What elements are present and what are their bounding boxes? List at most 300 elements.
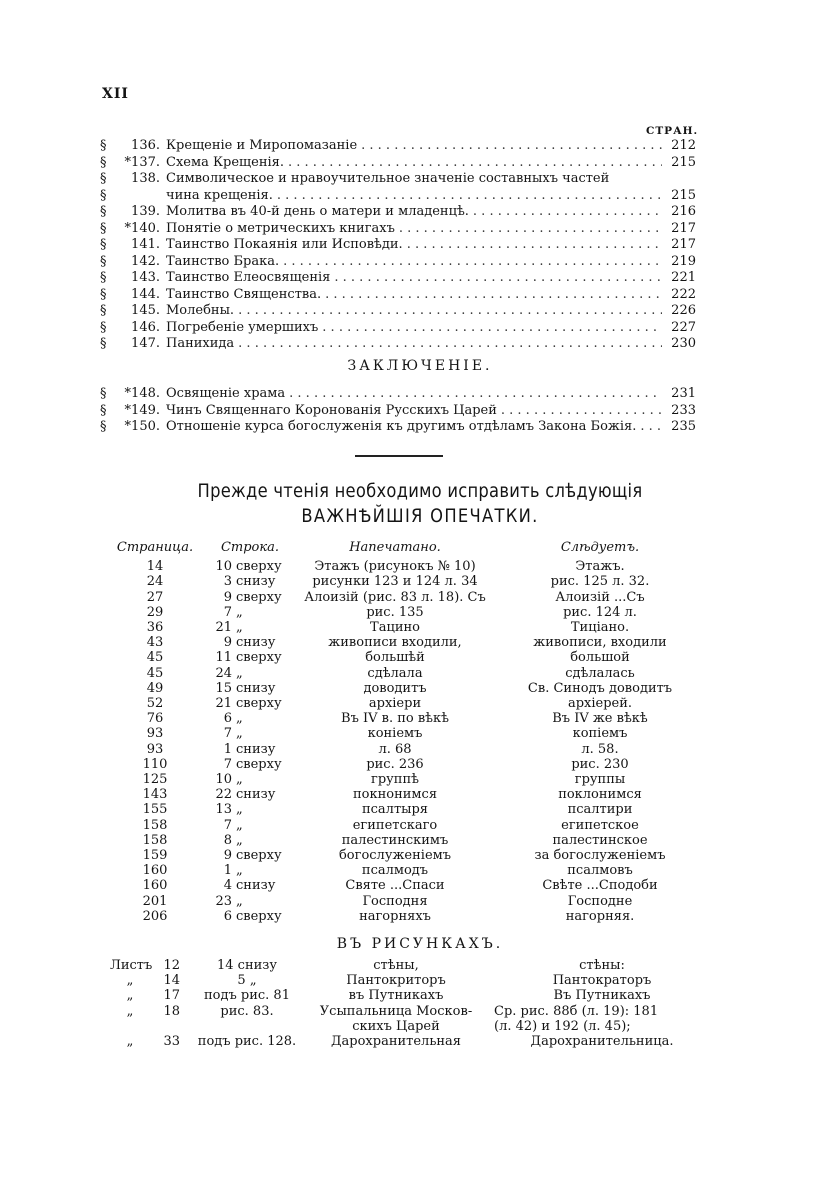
- errata-page: 24: [146, 574, 164, 590]
- errata-line: [200, 863, 300, 878]
- errata-should: большой: [570, 650, 630, 666]
- leader-dots: [357, 138, 662, 155]
- errata-printed: псалмодъ: [361, 863, 429, 879]
- errata-page: 125: [142, 772, 168, 788]
- entry-page: 231: [671, 386, 696, 401]
- toc-entry: [100, 320, 696, 337]
- leader-dots: [284, 155, 662, 172]
- errata-line: [200, 818, 300, 833]
- errata-row: [110, 787, 710, 802]
- section-sign: §: [100, 237, 107, 252]
- errata-line-direction: „: [236, 772, 243, 788]
- errata-should: сдѣлалась: [565, 665, 635, 681]
- errata-printed: нагорняхъ: [359, 908, 431, 924]
- errata-should: рис. 125 л. 32.: [550, 574, 650, 590]
- divider: [355, 455, 443, 457]
- errata-printed: живописи входили,: [328, 635, 462, 651]
- errata-row: [110, 863, 710, 878]
- errata-should: Алоизій ...Съ: [555, 589, 645, 605]
- errata-row: [110, 711, 710, 726]
- figure-location: 5 „: [237, 973, 257, 989]
- entry-page: 215: [671, 154, 696, 170]
- entry-title: Чинъ Священнаго Коронованія Русскихъ Царей: [166, 402, 497, 418]
- errata-line-direction: „: [236, 604, 243, 620]
- entry-number: *149.: [124, 402, 160, 418]
- errata-line-direction: снизу: [236, 574, 276, 590]
- errata-line-direction: „: [236, 832, 243, 848]
- errata-page: 158: [142, 832, 168, 848]
- sheet-number: 14: [163, 973, 180, 989]
- pages-column-header: СТРАН.: [646, 125, 699, 137]
- entry-number: 145.: [131, 303, 160, 318]
- errata-line: [200, 650, 300, 665]
- errata-row: [110, 681, 710, 696]
- errata-line-number: 3: [223, 574, 232, 590]
- errata-page: 45: [146, 665, 164, 681]
- sheet-number: 33: [163, 1034, 180, 1050]
- errata-row: [110, 574, 710, 589]
- sheet-number: 18: [163, 1003, 180, 1019]
- sheet-mark: „: [126, 1034, 134, 1050]
- figure-should: Пантократоръ: [552, 973, 652, 989]
- entry-page: 212: [671, 138, 696, 153]
- errata-line-number: 9: [223, 635, 232, 651]
- errata-line: [200, 696, 300, 711]
- toc-entry: [100, 155, 696, 172]
- toc-entry: [100, 138, 696, 155]
- entry-page: 230: [671, 336, 696, 351]
- errata-line-number: 7: [223, 756, 232, 772]
- entry-page: 226: [671, 303, 696, 318]
- section-sign: §: [100, 386, 107, 401]
- page-number: XII: [102, 86, 129, 102]
- errata-page: 52: [146, 696, 164, 712]
- errata-line: [200, 590, 300, 605]
- entry-number: *140.: [124, 220, 160, 236]
- errata-line-direction: „: [236, 863, 243, 879]
- figure-should: Ср. рис. 88б (л. 19): 181: [494, 1003, 659, 1019]
- errata-printed: коніемъ: [367, 726, 423, 742]
- errata-printed: покнонимся: [352, 787, 438, 803]
- errata-line-direction: „: [236, 665, 243, 681]
- figure-printed: стѣны,: [373, 958, 419, 973]
- col-line-header: Строка.: [220, 540, 280, 555]
- errata-printed: архіери: [368, 696, 422, 712]
- col-printed-header: Напечатано.: [349, 540, 441, 555]
- errata-row: [110, 650, 710, 665]
- sheet-mark: „: [126, 988, 134, 1004]
- errata-row: [110, 818, 710, 833]
- entry-title: Таинство Покаянія или Исповѣди.: [166, 237, 403, 252]
- errata-line: [200, 726, 300, 741]
- entry-title: Символическое и нравоучительное значеніе составныхъ частей: [166, 171, 610, 186]
- errata-line-number: 13: [215, 802, 232, 818]
- errata-page: 76: [146, 711, 164, 727]
- errata-row: [110, 620, 710, 635]
- entry-page: 215: [671, 187, 696, 203]
- errata-should: Въ IV же вѣкѣ: [552, 711, 648, 727]
- entry-page: 235: [671, 419, 696, 434]
- col-should-header: Слѣдуетъ.: [560, 540, 640, 555]
- errata-line-number: 9: [223, 589, 232, 605]
- errata-should: нагорняя.: [565, 908, 635, 924]
- errata-line-direction: снизу: [236, 635, 276, 651]
- errata-line-number: 15: [215, 680, 232, 696]
- errata-should: палестинское: [552, 832, 648, 848]
- toc-entry: [100, 336, 696, 353]
- entry-number: 136.: [131, 138, 160, 153]
- entry-number: 138.: [131, 171, 160, 186]
- errata-page: 45: [146, 650, 164, 666]
- errata-page: 93: [146, 726, 164, 742]
- errata-row: [110, 909, 710, 924]
- errata-printed: сдѣлала: [367, 665, 423, 681]
- errata-page: 159: [142, 848, 168, 864]
- errata-page: 110: [142, 756, 168, 772]
- errata-line-direction: „: [236, 802, 243, 818]
- figure-errata-row: [110, 1004, 710, 1019]
- toc-entry: [100, 237, 696, 254]
- entry-title: Молитва въ 40-й день о матери и младенцѣ.: [166, 204, 469, 219]
- errata-line: [200, 878, 300, 893]
- errata-line-direction: сверху: [236, 559, 282, 575]
- figure-printed-continued: скихъ Царей: [352, 1018, 440, 1034]
- figure-should: Въ Путникахъ: [553, 988, 651, 1004]
- toc-entry: [100, 270, 696, 287]
- errata-should: л. 58.: [581, 741, 619, 757]
- errata-printed: Святе ...Спаси: [345, 878, 445, 894]
- errata-printed: рис. 135: [366, 604, 424, 620]
- figures-errata-table: [110, 958, 710, 1049]
- conclusion-contents: [100, 386, 696, 436]
- errata-should: рис. 230: [571, 756, 629, 772]
- section-sign: §: [100, 336, 107, 351]
- errata-row: [110, 635, 710, 650]
- leader-dots: [636, 419, 662, 436]
- figure-errata-row: [110, 973, 710, 988]
- figure-should: Дарохранительница.: [530, 1034, 674, 1050]
- errata-page: 155: [142, 802, 168, 818]
- entry-page: 217: [671, 220, 696, 236]
- section-sign: §: [100, 204, 107, 219]
- errata-should: Св. Синодъ доводитъ: [527, 680, 673, 696]
- errata-line-direction: „: [236, 620, 243, 636]
- entry-title: Крещеніе и Миропомазаніе: [166, 138, 358, 153]
- errata-row: [110, 772, 710, 787]
- section-sign: §: [100, 270, 107, 285]
- leader-dots: [330, 270, 662, 287]
- section-sign: §: [100, 220, 107, 236]
- errata-line-number: 21: [215, 696, 232, 712]
- errata-printed: псалтыря: [361, 802, 428, 818]
- errata-line-number: 9: [223, 848, 232, 864]
- errata-page: 93: [146, 741, 164, 757]
- figure-sheet: [110, 988, 188, 1003]
- leader-dots: [318, 320, 662, 337]
- errata-page: 14: [146, 559, 164, 575]
- errata-page: 29: [146, 604, 164, 620]
- entry-title: Таинство Священства.: [166, 286, 322, 302]
- entry-number: *150.: [124, 419, 160, 434]
- errata-should: псалтири: [567, 802, 633, 818]
- errata-printed: рисунки 123 и 124 л. 34: [312, 574, 478, 590]
- errata-should: Господне: [567, 893, 633, 909]
- section-sign: §: [100, 286, 107, 302]
- conclusion-entry: [100, 419, 696, 436]
- figure-errata-row: [110, 1034, 710, 1049]
- errata-should: копіемъ: [572, 726, 628, 742]
- spacer: [188, 1019, 306, 1034]
- toc-entry-continued: [100, 188, 696, 205]
- errata-printed: большѣй: [365, 650, 425, 666]
- errata-page: 36: [146, 620, 164, 636]
- entry-title: Понятіе о метрическихъ книгахъ: [166, 220, 395, 236]
- entry-number: 142.: [131, 253, 160, 269]
- errata-line-number: 11: [215, 650, 232, 666]
- table-of-contents: [100, 138, 696, 353]
- errata-line-direction: „: [236, 817, 243, 833]
- errata-should: Этажъ.: [575, 559, 625, 575]
- leader-dots: [321, 287, 662, 304]
- figure-printed: Усыпальница Москов-: [319, 1003, 473, 1019]
- entry-title: Таинство Елеосвященія: [166, 270, 331, 285]
- errata-line-direction: сверху: [236, 848, 282, 864]
- errata-table: [110, 540, 710, 924]
- errata-printed: египетскаго: [352, 817, 438, 833]
- errata-page: 43: [146, 635, 164, 651]
- errata-should: Тиціано.: [570, 620, 630, 636]
- errata-page: 158: [142, 817, 168, 833]
- errata-printed: Тацино: [370, 620, 420, 636]
- errata-line-direction: „: [236, 711, 243, 727]
- errata-should: египетское: [561, 817, 639, 833]
- errata-printed: богослуженіемъ: [338, 848, 452, 864]
- errata-line-number: 4: [223, 878, 232, 894]
- leader-dots: [234, 303, 662, 320]
- errata-line: [200, 757, 300, 772]
- errata-line: [200, 559, 300, 574]
- errata-line: [200, 802, 300, 817]
- errata-line-direction: снизу: [236, 878, 276, 894]
- figure-location: подъ рис. 81: [204, 988, 290, 1004]
- leader-dots: [395, 221, 662, 238]
- entry-page: 217: [671, 237, 696, 252]
- conclusion-title: ЗАКЛЮЧЕНІЕ.: [347, 358, 493, 374]
- errata-printed: Этажъ (рисунокъ № 10): [314, 559, 476, 575]
- errata-page: 160: [142, 863, 168, 879]
- errata-line-number: 24: [215, 665, 232, 681]
- errata-should: группы: [574, 772, 626, 788]
- errata-printed: Господня: [362, 893, 428, 909]
- sheet-mark: „: [126, 973, 134, 989]
- errata-row: [110, 590, 710, 605]
- entry-title: Панихида: [166, 336, 235, 351]
- errata-line-number: 8: [223, 832, 232, 848]
- errata-line: [200, 894, 300, 909]
- errata-line-number: 21: [215, 620, 232, 636]
- errata-line: [200, 909, 300, 924]
- errata-printed: л. 68: [378, 741, 412, 757]
- conclusion-entry: [100, 403, 696, 420]
- sheet-number: 12: [163, 958, 180, 973]
- errata-should: Свѣте ...Сподоби: [542, 878, 658, 894]
- figure-location: рис. 83.: [220, 1003, 274, 1019]
- errata-line: [200, 787, 300, 802]
- errata-line: [200, 711, 300, 726]
- errata-should: поклонимся: [558, 787, 642, 803]
- toc-entry: [100, 221, 696, 238]
- entry-title: Таинство Брака.: [166, 253, 280, 269]
- errata-row: [110, 878, 710, 893]
- entry-page: 233: [671, 402, 696, 418]
- figure-sheet: [110, 958, 188, 973]
- errata-line: [200, 605, 300, 620]
- errata-line-number: 10: [215, 559, 232, 575]
- toc-entry: [100, 204, 696, 221]
- figure-errata-row-continued: [110, 1019, 710, 1034]
- errata-page: 49: [146, 680, 164, 696]
- errata-line: [200, 833, 300, 848]
- errata-subheading: ВАЖНѢЙШІЯ ОПЕЧАТКИ.: [301, 505, 539, 527]
- errata-printed: Алоизій (рис. 83 л. 18). Съ: [304, 589, 486, 605]
- section-sign: §: [100, 138, 107, 153]
- errata-header-row: [110, 540, 710, 555]
- errata-line: [200, 574, 300, 589]
- leader-dots: [279, 254, 662, 271]
- errata-line-direction: „: [236, 726, 243, 742]
- section-sign: §: [100, 171, 107, 186]
- errata-line-number: 7: [223, 817, 232, 833]
- figure-errata-row: [110, 988, 710, 1003]
- errata-row: [110, 833, 710, 848]
- entry-page: 227: [671, 319, 696, 335]
- leader-dots: [273, 188, 662, 205]
- errata-line-number: 1: [223, 741, 232, 757]
- errata-should: архіерей.: [567, 696, 633, 712]
- entry-page: 219: [671, 253, 696, 269]
- entry-number: 141.: [131, 237, 160, 252]
- errata-should: за богослуженіемъ: [534, 848, 666, 864]
- errata-printed: рис. 236: [366, 756, 424, 772]
- figure-errata-row: [110, 958, 710, 973]
- leader-dots: [497, 403, 662, 420]
- errata-line-direction: снизу: [236, 680, 276, 696]
- errata-line-number: 6: [223, 711, 232, 727]
- errata-row: [110, 696, 710, 711]
- errata-line: [200, 772, 300, 787]
- errata-line: [200, 666, 300, 681]
- errata-line-number: 22: [215, 787, 232, 803]
- section-sign: §: [100, 319, 107, 335]
- errata-line-direction: снизу: [236, 741, 276, 757]
- errata-row: [110, 757, 710, 772]
- errata-page: 143: [142, 787, 168, 803]
- errata-row: [110, 742, 710, 757]
- errata-heading: Прежде чтенія необходимо исправить слѣдующія: [197, 480, 643, 502]
- section-sign: §: [100, 154, 107, 170]
- figure-location: 14 снизу: [216, 958, 278, 973]
- sheet-number: 17: [163, 988, 180, 1004]
- errata-page: 160: [142, 878, 168, 894]
- errata-line-direction: сверху: [236, 650, 282, 666]
- errata-row: [110, 726, 710, 741]
- toc-entry: [100, 303, 696, 320]
- errata-line-number: 7: [223, 604, 232, 620]
- errata-row: [110, 559, 710, 574]
- figure-should: стѣны:: [579, 958, 625, 973]
- entry-number: 143.: [131, 270, 160, 285]
- section-sign: §: [100, 402, 107, 418]
- figure-sheet: [110, 1004, 188, 1019]
- section-sign: §: [100, 419, 107, 434]
- col-page-header: Страница.: [116, 540, 194, 555]
- entry-title-continued: чина крещенія.: [166, 187, 273, 203]
- entry-number: 144.: [131, 286, 160, 302]
- errata-line-direction: снизу: [236, 787, 276, 803]
- leader-dots: [403, 237, 662, 254]
- errata-line: [200, 681, 300, 696]
- errata-line-number: 1: [223, 863, 232, 879]
- figure-sheet: [110, 1034, 188, 1049]
- errata-printed: доводитъ: [363, 680, 427, 696]
- conclusion-entry: [100, 386, 696, 403]
- entry-page: 216: [671, 204, 696, 219]
- errata-line-direction: сверху: [236, 589, 282, 605]
- figure-printed: Дарохранительная: [330, 1034, 462, 1050]
- errata-line-direction: сверху: [236, 696, 282, 712]
- errata-row: [110, 666, 710, 681]
- entry-page: 221: [671, 270, 696, 285]
- entry-page: 222: [671, 286, 696, 302]
- figure-should-continued: (л. 42) и 192 (л. 45);: [494, 1018, 631, 1034]
- entry-title: Молебны.: [166, 303, 235, 318]
- errata-line: [200, 848, 300, 863]
- leader-dots: [469, 204, 662, 221]
- section-sign: §: [100, 187, 107, 203]
- errata-line-direction: „: [236, 893, 243, 909]
- leader-dots: [285, 386, 662, 403]
- sheet-mark: Листъ: [110, 958, 153, 973]
- section-sign: §: [100, 303, 107, 318]
- entry-title: Освященіе храма: [166, 386, 286, 401]
- entry-title: Погребеніе умершихъ: [166, 319, 319, 335]
- errata-row: [110, 605, 710, 620]
- entry-number: *148.: [124, 386, 160, 401]
- errata-line-number: 23: [215, 893, 232, 909]
- errata-should: рис. 124 л.: [563, 604, 637, 620]
- errata-line: [200, 620, 300, 635]
- errata-printed: Въ IV в. по вѣкѣ: [341, 711, 449, 727]
- leader-dots: [234, 336, 662, 353]
- errata-line-direction: сверху: [236, 908, 282, 924]
- entry-number: 146.: [131, 319, 160, 335]
- toc-entry: [100, 254, 696, 271]
- errata-line-number: 10: [215, 772, 232, 788]
- errata-page: 27: [146, 589, 164, 605]
- errata-row: [110, 802, 710, 817]
- errata-row: [110, 894, 710, 909]
- entry-title: Отношеніе курса богослуженія къ другимъ отдѣламъ Закона Божія.: [166, 419, 637, 434]
- toc-entry: [100, 287, 696, 304]
- errata-printed: группѣ: [371, 772, 419, 788]
- figure-sheet: [110, 973, 188, 988]
- errata-line: [200, 635, 300, 650]
- errata-line-direction: сверху: [236, 756, 282, 772]
- errata-row: [110, 848, 710, 863]
- errata-printed: палестинскимъ: [341, 832, 449, 848]
- errata-should: псалмовъ: [567, 863, 633, 879]
- errata-line-number: 7: [223, 726, 232, 742]
